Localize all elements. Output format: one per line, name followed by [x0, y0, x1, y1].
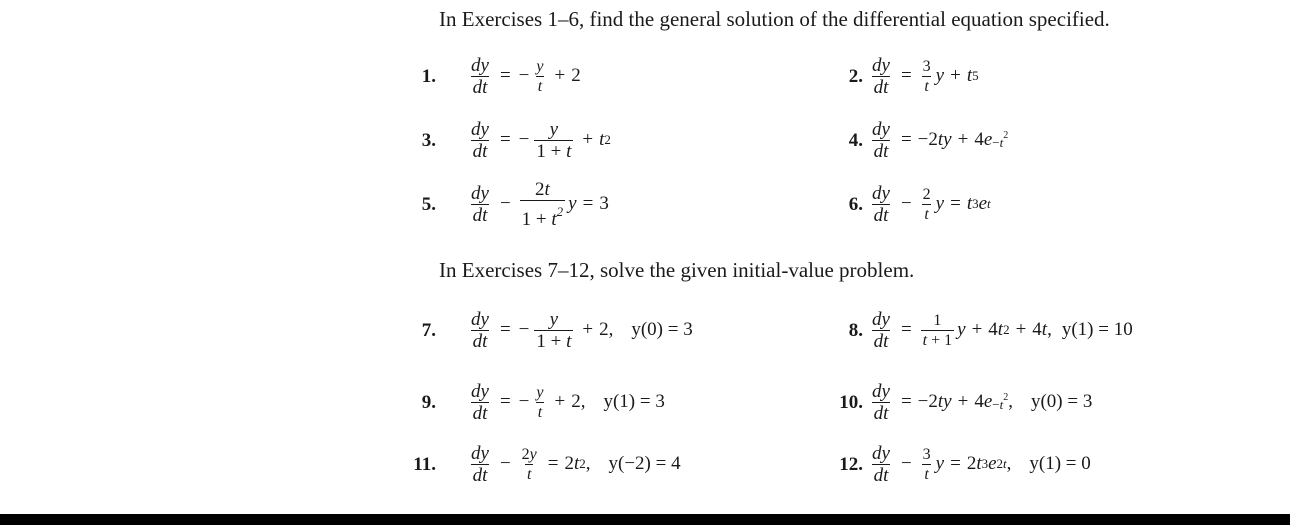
exercise-number: 11. [413, 454, 436, 475]
exercise-10-equation: $\frac{dy}{dt}$ = −2 ty + 4 e $-t^2$ , y(0) = 3 [872, 380, 1093, 424]
exercise-number: 8. [848, 320, 863, 341]
exercise-number: 5. [421, 194, 436, 215]
exercise-4-equation: $\frac{dy}{dt}$ = −2 ty + 4 e $-t^2$ [872, 118, 1009, 162]
exercise-number: 4. [848, 130, 863, 151]
exercise-5-equation: $\frac{dy}{dt}$ − $\frac{2t}{1 + t^2}$ y = 3 [471, 178, 609, 230]
exercise-number: 10. [839, 392, 863, 413]
exercise-number: 7. [421, 320, 436, 341]
exercise-8-equation: $\frac{dy}{dt}$ = $\frac{1}{t + 1}$ y + 4 t 2 + 4 t , y(1) = 10 [872, 308, 1133, 352]
exercise-1-equation: $\frac{dy}{dt}$ = − $\frac{y}{t}$ + 2 [471, 54, 581, 98]
section-heading-initial-value: In Exercises 7–12, solve the given initial-value problem. [439, 258, 915, 282]
exercise-2-equation: $\frac{dy}{dt}$ = $\frac{3}{t}$ y + t 5 [872, 54, 979, 98]
exercise-7-equation: $\frac{dy}{dt}$ = − $\frac{y}{1 + t}$ + 2, y(0) = 3 [471, 308, 693, 352]
bottom-border [0, 514, 1290, 525]
exercise-number: 6. [848, 194, 863, 215]
exercise-number: 12. [839, 454, 863, 475]
exercise-9-equation: $\frac{dy}{dt}$ = − $\frac{y}{t}$ + 2, y(1) = 3 [471, 380, 665, 424]
exercise-12-equation: $\frac{dy}{dt}$ − $\frac{3}{t}$ y = 2 t 3 e 2t , y(1) = 0 [872, 442, 1091, 486]
exercise-number: 9. [421, 392, 436, 413]
exercise-number: 2. [848, 66, 863, 87]
exercise-3-equation: $\frac{dy}{dt}$ = − $\frac{y}{1 + t}$ + t 2 [471, 118, 611, 162]
exercise-number: 1. [421, 66, 436, 87]
section-heading-general-solution: In Exercises 1–6, find the general solution of the differential equation specified. [439, 7, 1110, 31]
exercise-11-equation: $\frac{dy}{dt}$ − $\frac{2y}{t}$ = 2 t 2 , y(−2) = 4 [471, 442, 681, 486]
exercise-number: 3. [421, 130, 436, 151]
exercise-6-equation: $\frac{dy}{dt}$ − $\frac{2}{t}$ y = t 3 e t [872, 182, 991, 226]
